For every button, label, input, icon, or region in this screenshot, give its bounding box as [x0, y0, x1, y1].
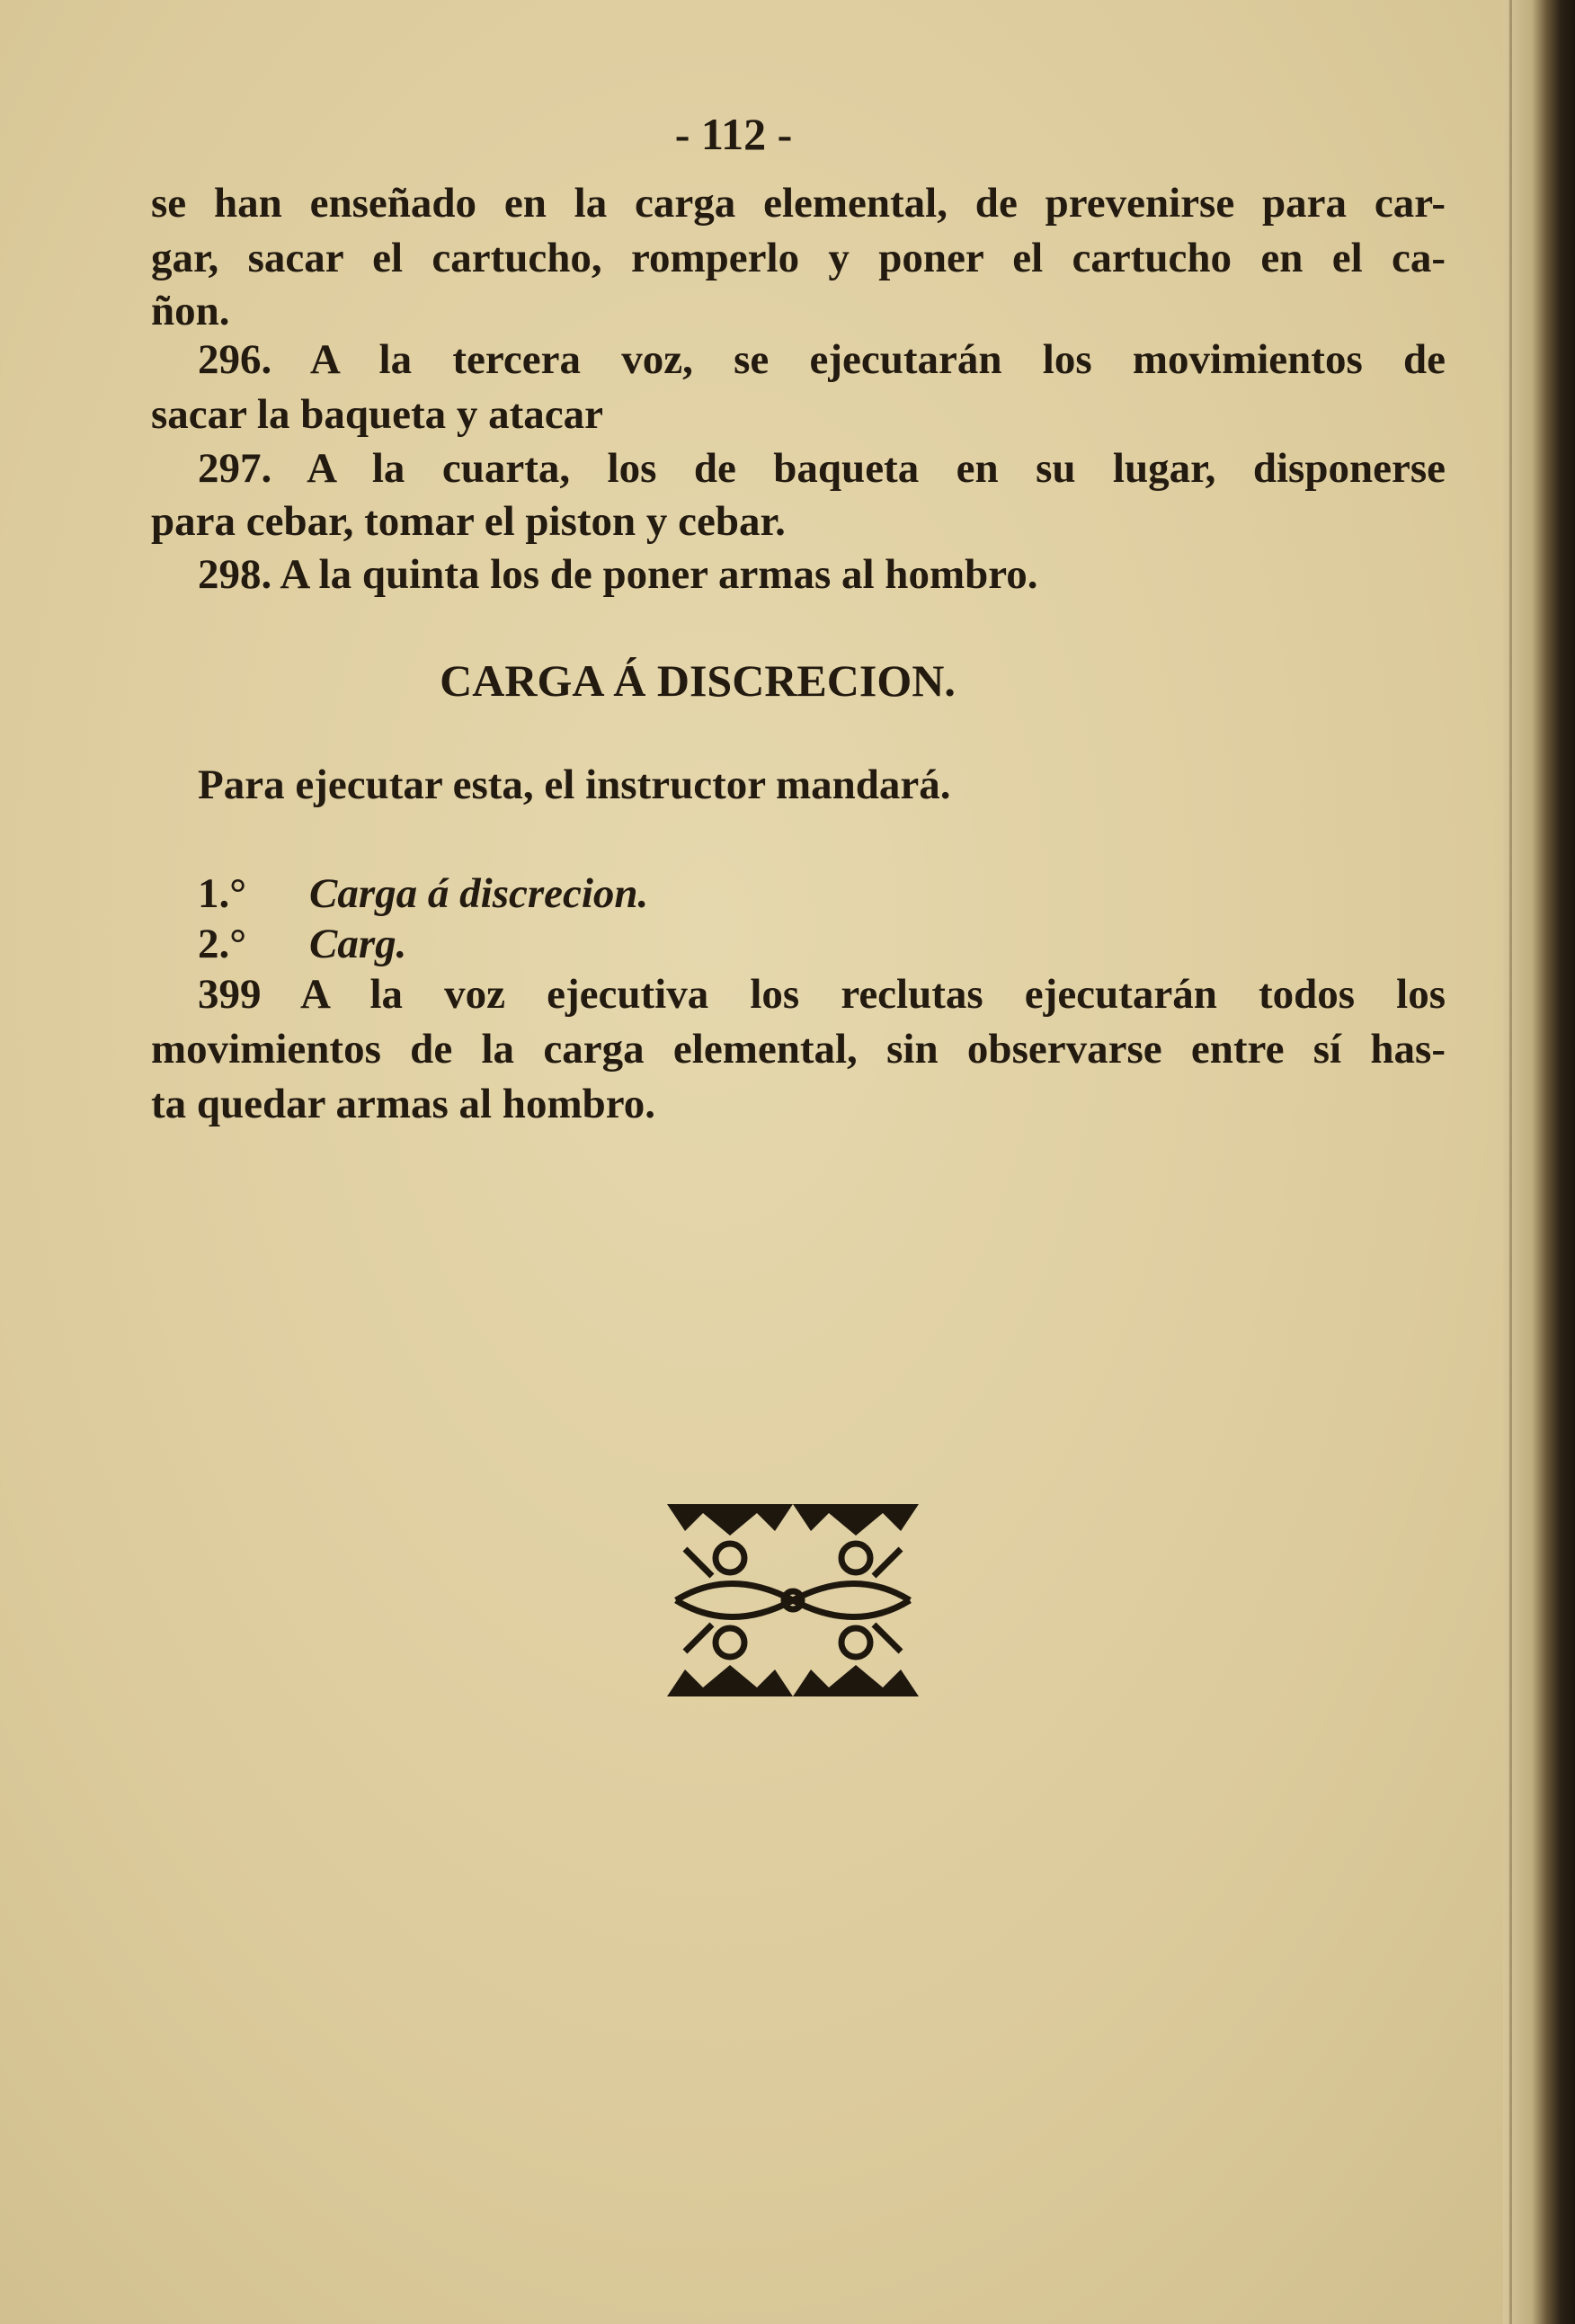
command-number: 2.°: [198, 921, 247, 967]
text-line: para cebar, tomar el piston y cebar.: [151, 498, 786, 545]
text-line: gar, sacar el cartucho, romperlo y poner el cartucho en el ca-: [151, 235, 1446, 281]
command-2: [151, 918, 1446, 970]
decorative-ornament-icon: [667, 1504, 919, 1696]
command-text: Carga á discrecion.: [309, 870, 649, 917]
page-number: - 112 -: [674, 109, 793, 159]
paragraph-399: 399 A la voz ejecutiva los reclutas ejecutarán todos los: [198, 971, 1446, 1018]
text-line: movimientos de la carga elemental, sin observarse entre sí has-: [151, 1026, 1446, 1073]
text-line: se han enseñado en la carga elemental, de prevenirse para car-: [151, 180, 1446, 227]
page-edge-line: [1509, 0, 1512, 2324]
book-binding-edge: [1503, 0, 1575, 2324]
command-number: 1.°: [198, 870, 247, 917]
command-1: [151, 868, 1446, 920]
paragraph-298: 298. A la quinta los de poner armas al hombro.: [198, 551, 1038, 598]
text-line: ta quedar armas al hombro.: [151, 1081, 655, 1127]
intro-line: Para ejecutar esta, el instructor mandará.: [198, 761, 951, 808]
text-line: sacar la baqueta y atacar: [151, 391, 604, 438]
section-heading: CARGA Á DISCRECION.: [440, 655, 956, 706]
paragraph-297: 297. A la cuarta, los de baqueta en su lugar, disponerse: [198, 445, 1446, 492]
text-line: ñon.: [151, 288, 230, 334]
command-text: Carg.: [309, 921, 407, 967]
paragraph-296: 296. A la tercera voz, se ejecutarán los movimientos de: [198, 336, 1446, 383]
